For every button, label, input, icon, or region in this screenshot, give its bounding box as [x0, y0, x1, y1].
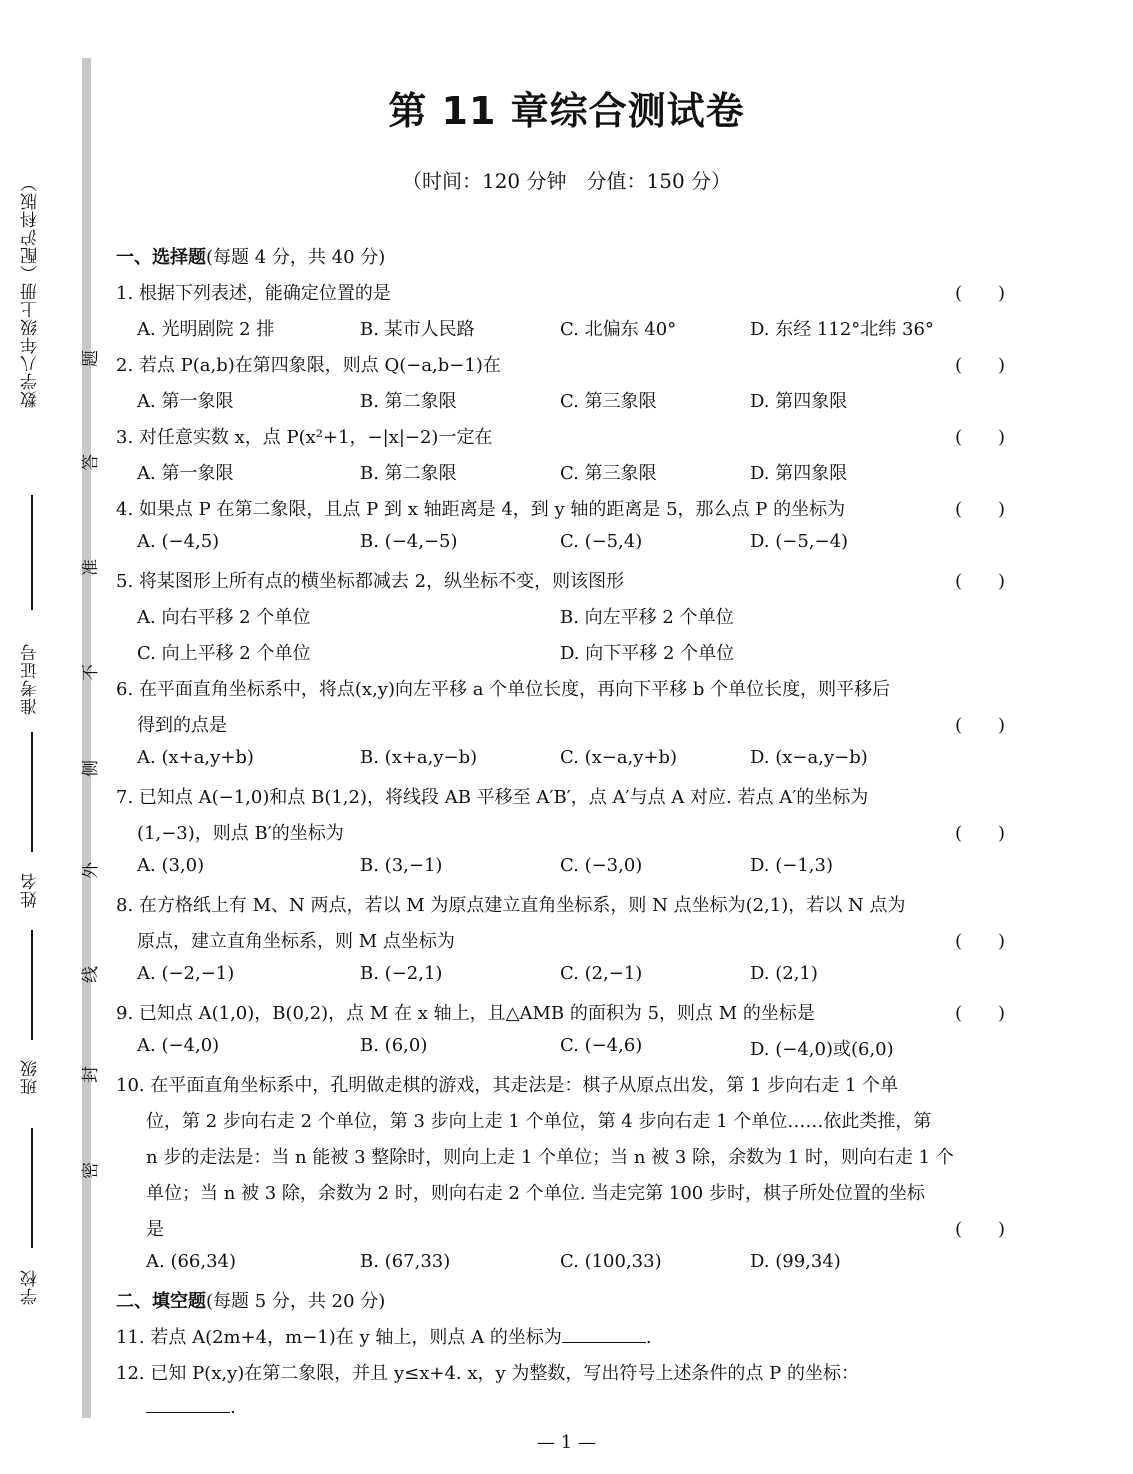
- option-c: C. 第三象限: [560, 463, 657, 484]
- option-c: C. (2,−1): [560, 963, 643, 984]
- seal-char: 准: [81, 559, 101, 576]
- option-b: B. 第二象限: [360, 463, 457, 484]
- page-number: — 1 —: [537, 1432, 596, 1453]
- answer-bracket[interactable]: ( ): [955, 499, 1006, 520]
- option-a: A. 光明剧院 2 排: [137, 319, 275, 340]
- question-stem: 5. 将某图形上所有点的横坐标都减去 2，纵坐标不变，则该图形: [116, 571, 625, 592]
- section-title: 一、选择题: [116, 247, 206, 268]
- seal-char: 外: [81, 862, 101, 879]
- option-d: D. (−1,3): [750, 855, 833, 876]
- answer-blank[interactable]: [562, 1328, 646, 1343]
- option-d: D. 东经 112°北纬 36°: [750, 319, 934, 340]
- class-line: [31, 930, 33, 1040]
- answer-bracket[interactable]: ( ): [955, 283, 1006, 304]
- answer-bracket[interactable]: ( ): [955, 571, 1006, 592]
- question-stem: 2. 若点 P(a,b)在第四象限，则点 Q(−a,b−1)在: [116, 355, 501, 376]
- question-stem-cont: 是: [146, 1219, 164, 1240]
- seal-char: 侧: [81, 760, 101, 777]
- question-stem-cont: n 步的走法是：当 n 能被 3 整除时，则向上走 1 个单位；当 n 被 3 除，余数为 1 时，则向右走 1 个: [146, 1147, 954, 1168]
- option-d: D. (2,1): [750, 963, 818, 984]
- option-d: D. (−4,0)或(6,0): [750, 1039, 894, 1060]
- option-b: B. 某市人民路: [360, 319, 475, 340]
- question-stem: 12. 已知 P(x,y)在第二象限，并且 y≤x+4. x，y 为整数，写出符号上述条件的点 P 的坐标：: [116, 1363, 859, 1384]
- school-line: [31, 1128, 33, 1248]
- exam-no-label: 准考证号: [21, 643, 41, 715]
- option-c: C. (−3,0): [560, 855, 643, 876]
- option-b: B. 向左平移 2 个单位: [560, 607, 734, 628]
- seal-char: 线: [81, 966, 101, 983]
- answer-bracket[interactable]: ( ): [955, 1219, 1006, 1240]
- question-stem: 4. 如果点 P 在第二象限，且点 P 到 x 轴距离是 4，到 y 轴的距离是 5，那么点 P 的坐标为: [116, 499, 846, 520]
- option-c: C. (−5,4): [560, 531, 643, 552]
- name-line: [31, 732, 33, 852]
- section-note: (每题 5 分，共 20 分): [206, 1291, 386, 1312]
- option-c: C. (x−a,y+b): [560, 747, 678, 768]
- option-b: B. (3,−1): [360, 855, 443, 876]
- option-b: B. (x+a,y−b): [360, 747, 478, 768]
- section-title: 二、填空题: [116, 1291, 206, 1312]
- option-c: C. (100,33): [560, 1251, 662, 1272]
- option-a: A. (−4,0): [137, 1035, 220, 1056]
- option-b: B. (−4,−5): [360, 531, 458, 552]
- question-stem-cont: 原点，建立直角坐标系，则 M 点坐标为: [137, 931, 455, 952]
- option-a: A. 第一象限: [137, 391, 234, 412]
- question-stem-cont: 位，第 2 步向右走 2 个单位，第 3 步向上走 1 个单位，第 4 步向右走 1 个单位……依此类推，第: [146, 1111, 932, 1132]
- answer-bracket[interactable]: ( ): [955, 715, 1006, 736]
- section-heading: [116, 1287, 385, 1313]
- section-heading: [116, 243, 385, 269]
- binding-strip: [82, 58, 91, 1418]
- answer-bracket[interactable]: ( ): [955, 355, 1006, 376]
- seal-char: 题: [81, 350, 101, 367]
- question-stem-cont: 单位；当 n 被 3 除，余数为 2 时，则向右走 2 个单位. 当走完第 100 步时，棋子所处位置的坐标: [146, 1183, 925, 1204]
- answer-bracket[interactable]: ( ): [955, 427, 1006, 448]
- option-b: B. (6,0): [360, 1035, 428, 1056]
- option-d: D. (x−a,y−b): [750, 747, 868, 768]
- seal-char: 不: [81, 664, 101, 681]
- option-b: B. 第二象限: [360, 391, 457, 412]
- exam-no-line: [31, 495, 33, 610]
- option-c: C. 向上平移 2 个单位: [137, 643, 311, 664]
- question-stem: [116, 1323, 652, 1349]
- question-stem: 8. 在方格纸上有 M、N 两点，若以 M 为原点建立直角坐标系，则 N 点坐标为(2,1)，若以 N 点为: [116, 895, 906, 916]
- option-a: A. (3,0): [137, 855, 205, 876]
- question-stem: 6. 在平面直角坐标系中，将点(x,y)向左平移 a 个单位长度，再向下平移 b 个单位长度，则平移后: [116, 679, 891, 700]
- option-a: A. (−4,5): [137, 531, 220, 552]
- question-stem: 9. 已知点 A(1,0)，B(0,2)，点 M 在 x 轴上，且△AMB 的面积为 5，则点 M 的坐标是: [116, 1003, 815, 1024]
- answer-blank[interactable]: [146, 1398, 230, 1413]
- option-d: D. 向下平移 2 个单位: [560, 643, 735, 664]
- answer-bracket[interactable]: ( ): [955, 823, 1006, 844]
- page-subtitle: （时间：120 分钟 分值：150 分）: [401, 169, 732, 193]
- option-d: D. (−5,−4): [750, 531, 849, 552]
- option-c: C. (−4,6): [560, 1035, 643, 1056]
- question-stem: 10. 在平面直角坐标系中，孔明做走棋的游戏，其走法是：棋子从原点出发，第 1 步向右走 1 个单: [116, 1075, 899, 1096]
- answer-bracket[interactable]: ( ): [955, 931, 1006, 952]
- option-b: B. (−2,1): [360, 963, 443, 984]
- question-stem-cont: 得到的点是: [137, 715, 227, 736]
- question-stem: 1. 根据下列表述，能确定位置的是: [116, 283, 391, 304]
- name-label: 姓名: [21, 872, 41, 908]
- seal-char: 封: [81, 1066, 101, 1083]
- question-stem: 3. 对任意实数 x，点 P(x²+1，−|x|−2)一定在: [116, 427, 493, 448]
- option-b: B. (67,33): [360, 1251, 451, 1272]
- option-c: C. 第三象限: [560, 391, 657, 412]
- sentence-end: .: [645, 1327, 652, 1348]
- option-a: A. 向右平移 2 个单位: [137, 607, 311, 628]
- book-label: 数学八年级上册（配沪科版）: [21, 174, 41, 408]
- answer-line: [146, 1397, 236, 1418]
- question-text: 11. 若点 A(2m+4，m−1)在 y 轴上，则点 A 的坐标为: [116, 1327, 562, 1348]
- section-note: (每题 4 分，共 40 分): [206, 247, 386, 268]
- option-a: A. (x+a,y+b): [137, 747, 254, 768]
- school-label: 学校: [21, 1269, 41, 1305]
- option-d: D. 第四象限: [750, 391, 848, 412]
- option-c: C. 北偏东 40°: [560, 319, 677, 340]
- seal-char: 密: [81, 1162, 101, 1179]
- question-stem-cont: (1,−3)，则点 B′的坐标为: [137, 823, 344, 844]
- page-title: 第 11 章综合测试卷: [388, 89, 745, 133]
- option-a: A. (66,34): [146, 1251, 237, 1272]
- option-a: A. 第一象限: [137, 463, 234, 484]
- question-stem: 7. 已知点 A(−1,0)和点 B(1,2)，将线段 AB 平移至 A′B′，点 A′与点 A 对应. 若点 A′的坐标为: [116, 787, 869, 808]
- sentence-end: .: [230, 1397, 236, 1418]
- option-a: A. (−2,−1): [137, 963, 235, 984]
- answer-bracket[interactable]: ( ): [955, 1003, 1006, 1024]
- seal-char: 答: [81, 454, 101, 471]
- option-d: D. 第四象限: [750, 463, 848, 484]
- option-d: D. (99,34): [750, 1251, 841, 1272]
- class-label: 班级: [21, 1059, 41, 1095]
